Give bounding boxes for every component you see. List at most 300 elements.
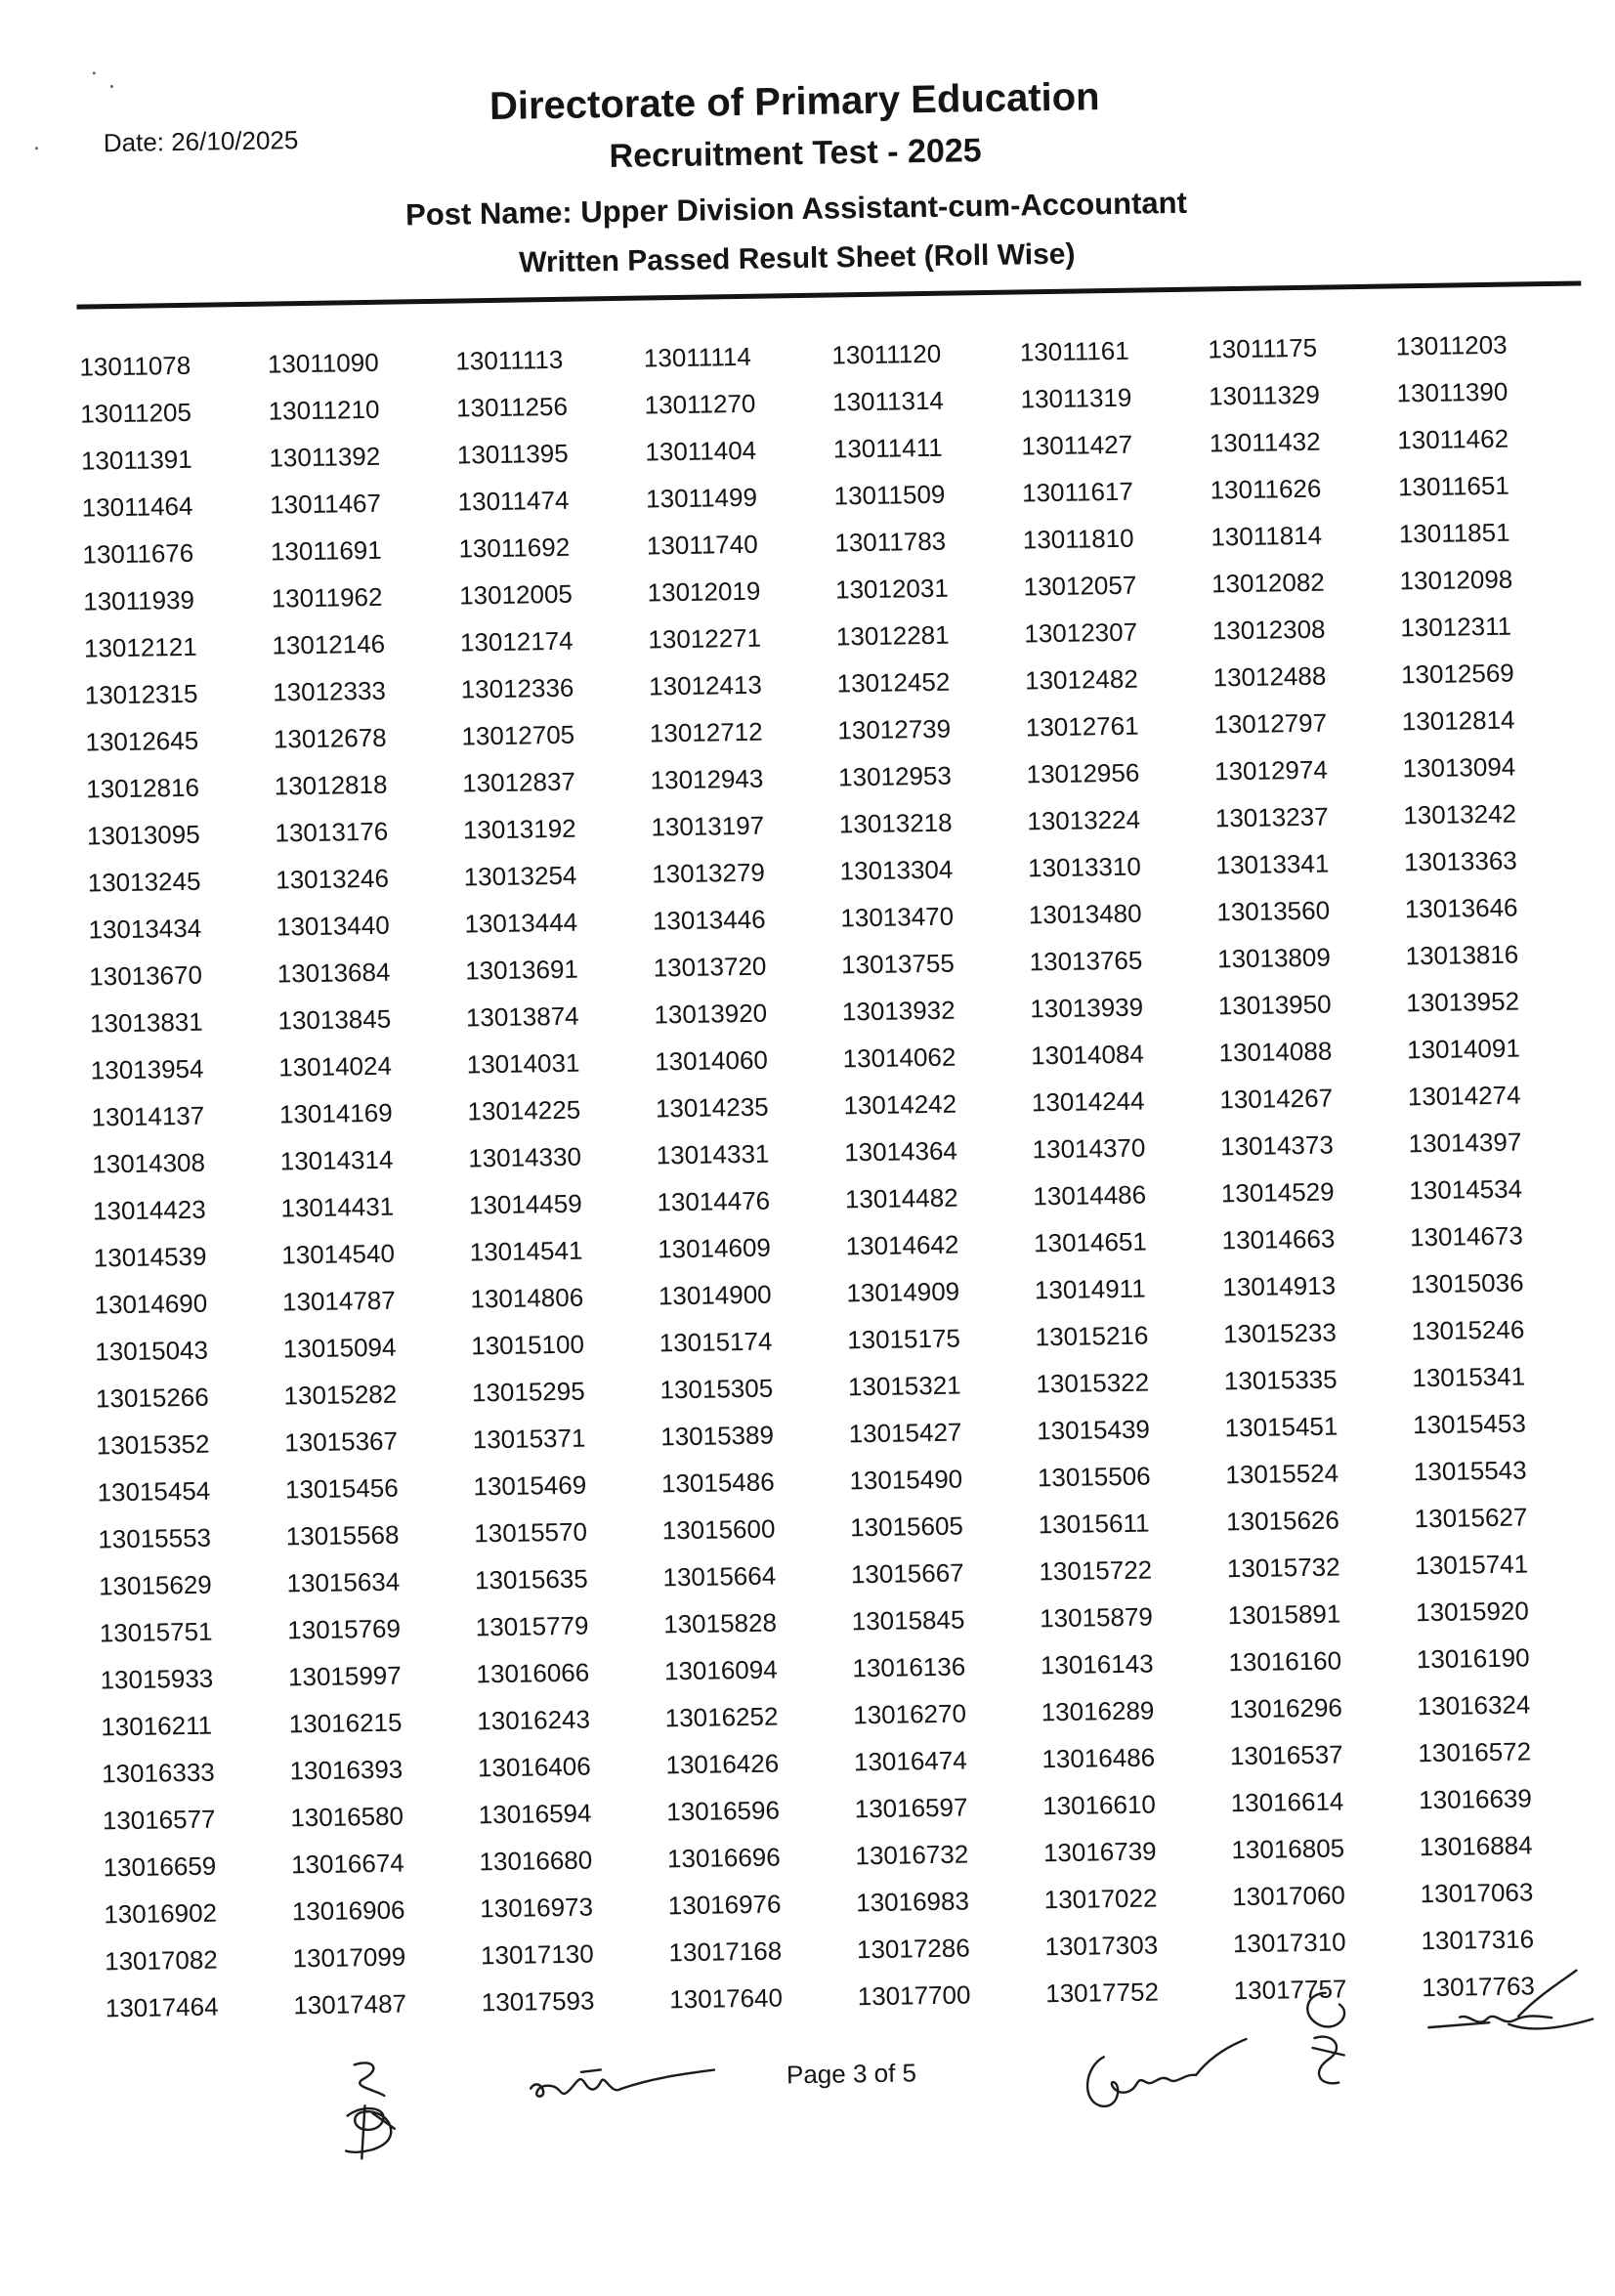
roll-number: 13011175 xyxy=(1208,332,1318,364)
roll-number: 13015266 xyxy=(95,1382,209,1414)
roll-number: 13011427 xyxy=(1021,429,1133,461)
roll-number: 13012814 xyxy=(1401,704,1515,737)
roll-number: 13011474 xyxy=(457,485,570,517)
roll-number: 13013095 xyxy=(86,819,200,851)
roll-number: 13014084 xyxy=(1030,1039,1145,1071)
roll-number: 13012019 xyxy=(647,575,761,608)
roll-number: 13015828 xyxy=(663,1607,778,1639)
roll-number: 13016594 xyxy=(478,1798,592,1830)
roll-number: 13016066 xyxy=(476,1657,590,1689)
roll-number: 13012082 xyxy=(1211,567,1325,599)
roll-number: 13013470 xyxy=(840,901,955,933)
roll-number: 13014373 xyxy=(1219,1129,1335,1162)
roll-number: 13014330 xyxy=(467,1141,582,1173)
roll-number: 13015389 xyxy=(659,1420,775,1452)
roll-number: 13013218 xyxy=(838,807,953,839)
roll-number: 13012308 xyxy=(1211,614,1326,646)
roll-number: 13014370 xyxy=(1032,1132,1146,1165)
roll-number: 13016983 xyxy=(856,1886,970,1918)
roll-number: 13013684 xyxy=(276,957,391,989)
roll-number: 13011692 xyxy=(458,531,571,564)
roll-number: 13016252 xyxy=(664,1701,779,1733)
roll-number: 13014909 xyxy=(846,1276,960,1308)
roll-number: 13015626 xyxy=(1225,1505,1340,1537)
roll-number: 13016211 xyxy=(101,1710,213,1742)
roll-number: 13015469 xyxy=(473,1469,587,1502)
roll-number: 13015506 xyxy=(1037,1461,1151,1493)
roll-number: 13014364 xyxy=(843,1135,958,1168)
roll-number: 13011319 xyxy=(1020,382,1132,414)
roll-number: 13016614 xyxy=(1230,1786,1344,1818)
roll-number: 13013646 xyxy=(1404,892,1518,924)
roll-number: 13015879 xyxy=(1039,1601,1154,1634)
roll-number: 13014673 xyxy=(1409,1220,1524,1253)
sheet-title: Written Passed Result Sheet (Roll Wise) xyxy=(518,237,1076,279)
roll-number: 13017640 xyxy=(669,1982,784,2015)
roll-number: 13012315 xyxy=(84,678,198,710)
roll-number: 13011810 xyxy=(1022,523,1134,555)
roll-number: 13016572 xyxy=(1418,1736,1532,1768)
roll-number: 13013720 xyxy=(653,951,767,983)
roll-number: 13015568 xyxy=(285,1519,400,1552)
scan-speck xyxy=(35,147,38,149)
roll-number: 13014423 xyxy=(92,1194,206,1226)
roll-number: 13012281 xyxy=(835,619,950,652)
roll-number: 13011314 xyxy=(831,385,945,417)
roll-number: 13014137 xyxy=(91,1100,205,1132)
roll-number: 13016884 xyxy=(1419,1830,1533,1862)
roll-number: 13012307 xyxy=(1024,617,1138,649)
roll-number: 13015732 xyxy=(1226,1552,1340,1584)
roll-number: 13016215 xyxy=(288,1707,403,1739)
roll-number: 13013932 xyxy=(841,995,956,1027)
signature-3 xyxy=(1074,2035,1251,2116)
roll-number: 13014486 xyxy=(1033,1179,1147,1212)
roll-number: 13014024 xyxy=(278,1050,393,1083)
roll-number: 13012146 xyxy=(272,628,386,660)
roll-number: 13015427 xyxy=(848,1417,962,1449)
page-number: Page 3 of 5 xyxy=(786,2058,917,2090)
roll-number: 13015453 xyxy=(1412,1408,1527,1440)
roll-number: 13014663 xyxy=(1221,1223,1336,1255)
roll-number: 13011740 xyxy=(646,529,758,561)
date-label: Date: 26/10/2025 xyxy=(103,125,299,158)
roll-number: 13015751 xyxy=(99,1616,213,1648)
roll-number: 13016659 xyxy=(103,1850,217,1883)
roll-number: 13016902 xyxy=(104,1897,218,1930)
roll-number: 13014529 xyxy=(1220,1176,1335,1209)
roll-number: 13013094 xyxy=(1402,751,1516,784)
roll-number: 13016333 xyxy=(101,1757,215,1789)
roll-number: 13015439 xyxy=(1036,1414,1151,1446)
roll-number: 13011651 xyxy=(1397,470,1510,502)
roll-number: 13015043 xyxy=(95,1335,209,1367)
roll-number: 13015635 xyxy=(474,1563,588,1595)
roll-number: 13016296 xyxy=(1228,1692,1343,1724)
roll-number: 13015611 xyxy=(1038,1508,1150,1540)
roll-number: 13012057 xyxy=(1023,570,1137,602)
roll-number: 13017082 xyxy=(104,1944,218,1977)
roll-number: 13014900 xyxy=(658,1279,772,1311)
roll-number: 13014690 xyxy=(94,1288,208,1320)
roll-number: 13011499 xyxy=(645,482,758,514)
roll-number: 13017316 xyxy=(1421,1924,1535,1956)
roll-number: 13011329 xyxy=(1208,379,1321,411)
roll-number: 13016190 xyxy=(1416,1642,1530,1675)
roll-number: 13011617 xyxy=(1021,476,1134,508)
roll-number: 13015335 xyxy=(1223,1364,1338,1396)
roll-number: 13016680 xyxy=(479,1845,593,1877)
roll-number: 13015629 xyxy=(98,1569,212,1601)
roll-number: 13013310 xyxy=(1027,851,1142,883)
roll-number: 13011090 xyxy=(267,347,379,379)
roll-number: 13011390 xyxy=(1396,376,1509,408)
roll-number: 13015322 xyxy=(1036,1367,1150,1399)
roll-number: 13015451 xyxy=(1224,1411,1339,1443)
roll-number: 13013192 xyxy=(462,813,576,845)
roll-number: 13015305 xyxy=(659,1373,774,1405)
roll-number: 13012333 xyxy=(272,675,387,707)
roll-number: 13013831 xyxy=(89,1006,203,1039)
roll-number: 13011270 xyxy=(644,388,756,420)
roll-number: 13016537 xyxy=(1229,1739,1343,1771)
roll-number: 13012943 xyxy=(650,763,764,795)
roll-number: 13011395 xyxy=(456,438,569,470)
roll-number: 13014244 xyxy=(1031,1085,1145,1118)
roll-number: 13012031 xyxy=(834,573,950,605)
roll-number: 13013254 xyxy=(463,860,577,892)
roll-number: 13013444 xyxy=(464,907,578,939)
roll-number: 13013279 xyxy=(651,857,766,889)
roll-number: 13015891 xyxy=(1227,1598,1341,1631)
roll-number: 13015627 xyxy=(1414,1502,1528,1534)
roll-number: 13013755 xyxy=(840,948,956,980)
roll-number: 13013237 xyxy=(1214,801,1329,833)
roll-number: 13015341 xyxy=(1412,1361,1526,1393)
roll-number-grid xyxy=(77,319,1608,2031)
roll-number: 13012837 xyxy=(461,766,576,798)
roll-number: 13016580 xyxy=(290,1801,404,1833)
roll-number: 13017763 xyxy=(1421,1971,1536,2003)
roll-number: 13016577 xyxy=(102,1804,216,1836)
roll-number: 13017487 xyxy=(293,1988,407,2020)
roll-number: 13016610 xyxy=(1041,1789,1157,1821)
roll-number: 13014242 xyxy=(843,1088,957,1121)
roll-number: 13011464 xyxy=(81,490,193,523)
roll-number: 13011691 xyxy=(270,534,382,567)
roll-number: 13014540 xyxy=(281,1238,396,1270)
roll-number: 13014806 xyxy=(470,1282,584,1314)
roll-number: 13012413 xyxy=(648,669,763,702)
roll-number: 13011783 xyxy=(834,526,947,558)
scan-speck xyxy=(93,71,96,74)
roll-number: 13017286 xyxy=(856,1933,970,1965)
roll-number: 13015282 xyxy=(283,1379,398,1411)
roll-number: 13015456 xyxy=(284,1472,399,1505)
roll-number: 13012816 xyxy=(86,772,200,804)
roll-number: 13011078 xyxy=(79,350,191,382)
roll-number: 13014235 xyxy=(655,1091,769,1124)
roll-number: 13015216 xyxy=(1035,1320,1149,1352)
roll-number: 13016805 xyxy=(1231,1833,1345,1865)
roll-number: 13013809 xyxy=(1216,942,1332,974)
roll-number: 13015570 xyxy=(474,1516,588,1549)
roll-number: 13014609 xyxy=(657,1232,772,1264)
roll-number: 13013242 xyxy=(1403,798,1517,830)
roll-number: 13011939 xyxy=(82,584,195,617)
roll-number: 13014267 xyxy=(1219,1083,1334,1115)
roll-number: 13011114 xyxy=(643,341,751,373)
roll-number: 13011391 xyxy=(80,444,192,476)
roll-number: 13013939 xyxy=(1030,992,1144,1024)
roll-number: 13016976 xyxy=(667,1889,782,1921)
roll-number: 13013691 xyxy=(464,954,579,986)
roll-number: 13016639 xyxy=(1418,1783,1533,1815)
roll-number: 13011113 xyxy=(455,344,564,376)
roll-number: 13016143 xyxy=(1040,1648,1154,1680)
roll-number: 13014459 xyxy=(468,1188,582,1220)
roll-number: 13013304 xyxy=(839,854,954,886)
roll-number: 13015605 xyxy=(849,1510,964,1543)
roll-number: 13016732 xyxy=(855,1839,969,1871)
roll-number: 13014913 xyxy=(1222,1270,1337,1302)
roll-number: 13013224 xyxy=(1027,804,1141,836)
roll-number: 13015175 xyxy=(846,1323,961,1355)
roll-number: 13011851 xyxy=(1398,517,1510,549)
roll-number: 13013245 xyxy=(87,866,201,898)
roll-number: 13015321 xyxy=(847,1370,961,1402)
roll-number: 13015371 xyxy=(472,1423,586,1455)
roll-number: 13016696 xyxy=(666,1842,781,1874)
roll-number: 13014091 xyxy=(1406,1033,1521,1065)
roll-number: 13015600 xyxy=(661,1513,776,1546)
roll-number: 13011462 xyxy=(1397,423,1509,455)
roll-number: 13017593 xyxy=(481,1985,595,2018)
roll-number: 13011256 xyxy=(455,391,569,423)
test-title: Recruitment Test - 2025 xyxy=(609,132,982,176)
roll-number: 13014060 xyxy=(654,1044,769,1077)
roll-number: 13012678 xyxy=(273,722,387,754)
roll-number: 13014088 xyxy=(1218,1036,1333,1068)
roll-number: 13011814 xyxy=(1211,520,1323,552)
roll-number: 13011626 xyxy=(1210,473,1322,505)
roll-number: 13012121 xyxy=(83,631,197,663)
roll-number: 13012645 xyxy=(85,725,199,757)
roll-number: 13011411 xyxy=(832,432,943,464)
roll-number: 13017130 xyxy=(480,1938,594,1971)
roll-number: 13016270 xyxy=(852,1698,967,1730)
roll-number: 13014169 xyxy=(278,1097,393,1129)
roll-number: 13013874 xyxy=(465,1000,579,1033)
roll-number: 13015722 xyxy=(1039,1554,1153,1587)
roll-number: 13013440 xyxy=(276,910,390,942)
roll-number: 13016289 xyxy=(1041,1695,1155,1727)
roll-number: 13015553 xyxy=(98,1522,212,1554)
roll-number: 13014225 xyxy=(467,1094,581,1127)
roll-number: 13012488 xyxy=(1212,660,1327,693)
roll-number: 13013845 xyxy=(277,1003,392,1036)
roll-number: 13015920 xyxy=(1415,1595,1530,1628)
roll-number: 13013480 xyxy=(1028,898,1142,930)
roll-number: 13017752 xyxy=(1044,1977,1160,2009)
roll-number: 13017757 xyxy=(1233,1974,1347,2006)
roll-number: 13015634 xyxy=(286,1566,401,1598)
roll-number: 13015094 xyxy=(282,1332,397,1364)
roll-number: 13012739 xyxy=(837,713,952,745)
signature-2 xyxy=(523,2059,719,2110)
roll-number: 13011161 xyxy=(1019,335,1129,367)
roll-number: 13012452 xyxy=(836,666,951,699)
roll-number: 13012953 xyxy=(837,760,953,792)
roll-number: 13017303 xyxy=(1044,1930,1159,1962)
signature-5 xyxy=(1420,1966,1596,2057)
roll-number: 13015741 xyxy=(1415,1549,1529,1581)
roll-number: 13016324 xyxy=(1417,1689,1531,1722)
roll-number: 13017310 xyxy=(1232,1927,1346,1959)
roll-number: 13013560 xyxy=(1216,895,1331,927)
roll-number: 13011210 xyxy=(268,394,380,426)
roll-number: 13017099 xyxy=(292,1941,406,1974)
roll-number: 13014331 xyxy=(656,1138,770,1170)
roll-number: 13015543 xyxy=(1413,1455,1527,1487)
roll-number: 13014308 xyxy=(92,1147,206,1179)
roll-number: 13016739 xyxy=(1042,1836,1157,1868)
signature-1 xyxy=(325,2056,415,2164)
roll-number: 13014431 xyxy=(280,1191,395,1223)
roll-number: 13011120 xyxy=(831,338,942,370)
roll-number: 13015845 xyxy=(851,1604,965,1637)
roll-number: 13016243 xyxy=(477,1704,591,1736)
roll-number: 13015779 xyxy=(475,1610,589,1642)
roll-number: 13013954 xyxy=(90,1053,204,1085)
roll-number: 13011404 xyxy=(645,435,757,467)
roll-number: 13016973 xyxy=(480,1892,594,1924)
roll-number: 13012005 xyxy=(458,578,574,611)
roll-number: 13014787 xyxy=(281,1285,396,1317)
roll-number: 13016906 xyxy=(291,1894,405,1927)
roll-number: 13012705 xyxy=(461,719,575,751)
roll-number: 13013950 xyxy=(1217,989,1332,1021)
roll-number: 13011203 xyxy=(1395,329,1508,361)
roll-number: 13015036 xyxy=(1410,1267,1524,1299)
roll-number: 13013363 xyxy=(1403,845,1517,877)
roll-number: 13015246 xyxy=(1411,1314,1525,1346)
roll-number: 13013816 xyxy=(1405,939,1519,971)
header-divider xyxy=(76,280,1581,309)
roll-number: 13016094 xyxy=(663,1654,778,1686)
roll-number: 13012271 xyxy=(648,622,762,655)
roll-number: 13014476 xyxy=(657,1185,771,1217)
roll-number: 13012098 xyxy=(1399,564,1513,596)
roll-number: 13016486 xyxy=(1041,1742,1156,1774)
roll-number: 13012797 xyxy=(1213,707,1328,740)
roll-number: 13017168 xyxy=(668,1935,783,1968)
roll-number: 13016406 xyxy=(477,1751,591,1783)
roll-number: 13015486 xyxy=(660,1467,775,1499)
roll-number: 13015174 xyxy=(659,1326,773,1358)
roll-number: 13016596 xyxy=(666,1795,781,1827)
roll-number: 13011962 xyxy=(271,581,383,614)
roll-number: 13014539 xyxy=(93,1241,207,1273)
roll-number: 13012974 xyxy=(1213,754,1329,787)
roll-number: 13015367 xyxy=(284,1425,399,1458)
roll-number: 13013197 xyxy=(651,810,765,842)
post-name-line xyxy=(357,185,1236,234)
roll-number: 13011205 xyxy=(79,397,192,429)
roll-number: 13013670 xyxy=(89,959,203,992)
roll-number: 13014274 xyxy=(1407,1080,1521,1112)
roll-number: 13015454 xyxy=(97,1475,211,1508)
roll-number: 13012174 xyxy=(459,625,574,658)
roll-number: 13017022 xyxy=(1043,1883,1158,1915)
roll-number: 13015997 xyxy=(287,1660,402,1692)
roll-number: 13015490 xyxy=(849,1464,963,1496)
roll-number: 13012818 xyxy=(274,769,388,801)
roll-number: 13014314 xyxy=(279,1144,394,1176)
roll-number: 13012956 xyxy=(1026,757,1140,789)
roll-number: 13014651 xyxy=(1033,1226,1148,1258)
roll-number: 13013341 xyxy=(1215,848,1330,880)
roll-number: 13016393 xyxy=(289,1754,404,1786)
roll-number: 13011676 xyxy=(82,537,194,570)
roll-number: 13016597 xyxy=(854,1792,968,1824)
roll-number: 13014031 xyxy=(466,1047,580,1080)
roll-number: 13016160 xyxy=(1228,1645,1342,1678)
roll-number: 13013446 xyxy=(652,904,766,936)
roll-number: 13016474 xyxy=(853,1745,967,1777)
roll-number: 13014534 xyxy=(1409,1173,1523,1206)
roll-number: 13017700 xyxy=(857,1979,971,2012)
roll-number: 13016426 xyxy=(665,1748,780,1780)
roll-number: 13013765 xyxy=(1029,945,1143,977)
roll-number: 13012569 xyxy=(1400,658,1514,690)
roll-number: 13011392 xyxy=(269,441,381,473)
roll-number: 13012482 xyxy=(1024,663,1139,696)
roll-number: 13012311 xyxy=(1400,611,1512,643)
roll-number: 13011467 xyxy=(269,488,382,520)
roll-number: 13015524 xyxy=(1225,1458,1339,1490)
roll-number: 13014911 xyxy=(1034,1273,1146,1305)
roll-number: 13012336 xyxy=(460,672,574,704)
roll-number: 13013920 xyxy=(654,998,768,1030)
roll-number: 13015933 xyxy=(100,1663,214,1695)
roll-number: 13013952 xyxy=(1406,986,1520,1018)
roll-number: 13017060 xyxy=(1231,1880,1346,1912)
roll-number: 13013176 xyxy=(275,816,389,848)
roll-number: 13014397 xyxy=(1408,1127,1522,1159)
roll-number: 13017464 xyxy=(105,1991,219,2023)
roll-number: 13012761 xyxy=(1025,710,1139,743)
signature-4 xyxy=(1289,1984,1369,2093)
roll-number: 13013246 xyxy=(275,863,390,895)
roll-number: 13016136 xyxy=(852,1651,966,1683)
roll-number: 13015664 xyxy=(662,1560,777,1593)
roll-number: 13017063 xyxy=(1420,1877,1534,1909)
roll-number: 13015233 xyxy=(1222,1317,1338,1349)
roll-number: 13015769 xyxy=(287,1613,402,1645)
roll-number: 13011509 xyxy=(833,479,946,511)
roll-number: 13014541 xyxy=(469,1235,583,1267)
roll-number: 13014062 xyxy=(842,1042,956,1074)
roll-number: 13011432 xyxy=(1209,426,1321,458)
roll-number: 13015295 xyxy=(471,1376,585,1408)
roll-number: 13014642 xyxy=(845,1229,959,1261)
roll-number: 13015667 xyxy=(850,1557,964,1590)
post-name-value: Upper Division Assistant-cum-Accountant xyxy=(580,185,1188,230)
roll-number: 13012712 xyxy=(649,716,763,748)
roll-number: 13015100 xyxy=(471,1329,585,1361)
post-name-label: Post Name: xyxy=(404,194,573,233)
